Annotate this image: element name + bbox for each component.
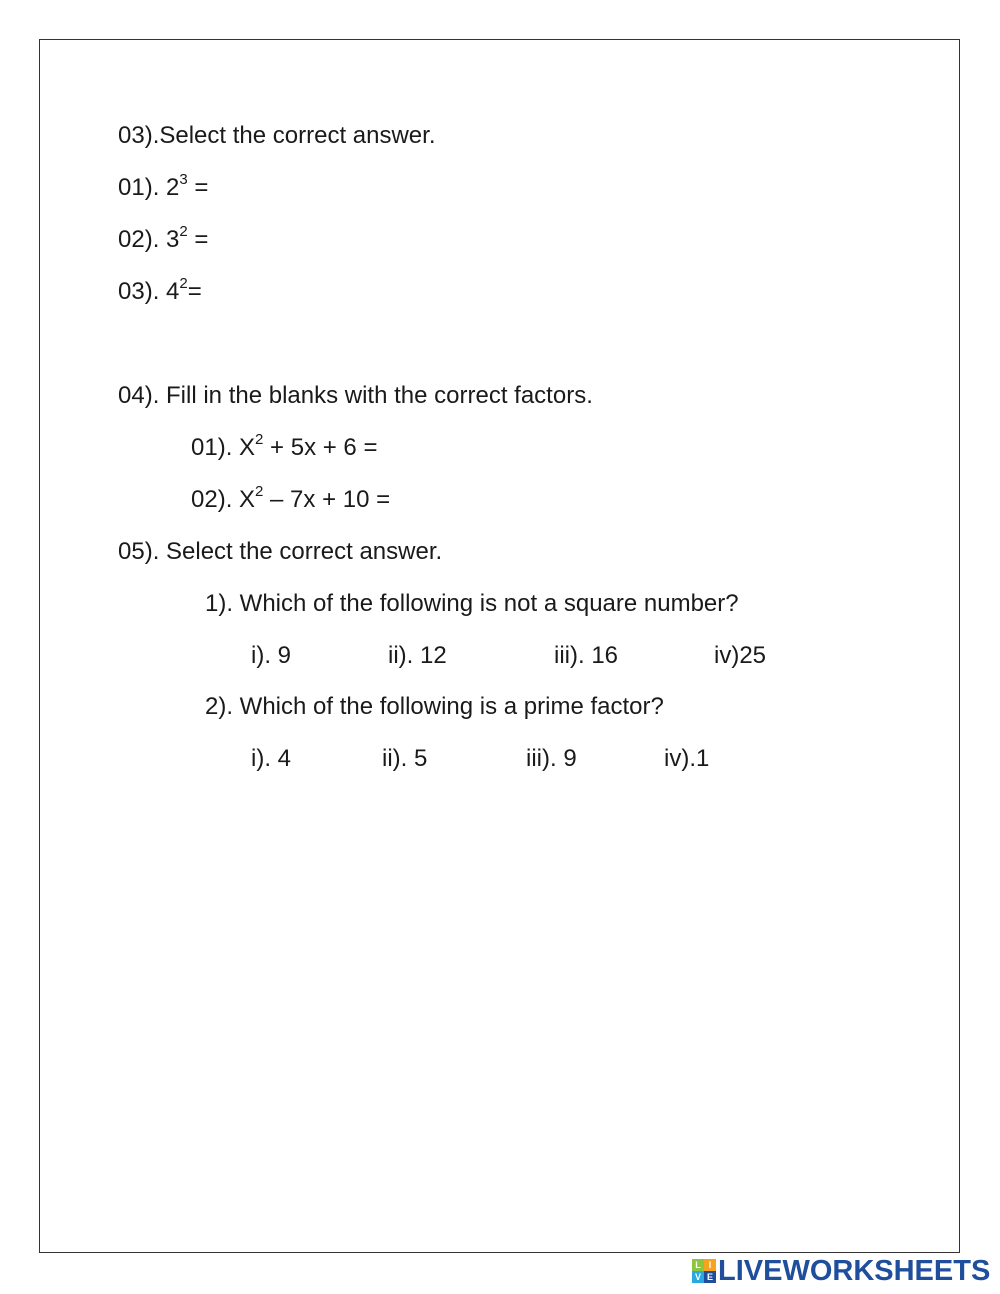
q5-q1-option-4: iv)25 xyxy=(714,642,767,669)
q5-q1-option-3: iii). 16 xyxy=(554,642,619,669)
q3-heading: 03).Select the correct answer. xyxy=(118,122,436,149)
q3-item-1: 01). $2^3$ = xyxy=(118,171,209,201)
q4-item-1: 01). $X^2 + 5x + 6$ = xyxy=(191,431,378,461)
q5-question-1: 1). Which of the following is not a square number? xyxy=(205,590,739,617)
q5-q2-option-2: ii). 5 xyxy=(382,745,428,772)
liveworksheets-logo xyxy=(692,1256,990,1286)
q5-heading: 05). Select the correct answer. xyxy=(118,538,443,565)
q5-q2-option-1: i). 4 xyxy=(251,745,292,772)
worksheet-border xyxy=(39,39,960,1253)
q5-q1-option-1: i). 9 xyxy=(251,642,292,669)
q4-item-2: 02). $X^2 - 7x + 10$ = xyxy=(191,483,391,513)
q3-item-2: 02). $3^2$ = xyxy=(118,223,209,253)
liveworksheets-icon: L I V E xyxy=(692,1259,716,1283)
q5-question-2: 2). Which of the following is a prime factor? xyxy=(205,693,664,720)
q5-q2-option-3: iii). 9 xyxy=(526,745,577,772)
q5-q2-option-4: iv).1 xyxy=(664,745,710,772)
logo-text: LIVEWORKSHEETS xyxy=(718,1255,991,1287)
q3-item-3: 03). $4^2=$ xyxy=(118,275,202,305)
q5-q1-option-2: ii). 12 xyxy=(388,642,447,669)
q4-heading: 04). Fill in the blanks with the correct factors. xyxy=(118,382,593,409)
